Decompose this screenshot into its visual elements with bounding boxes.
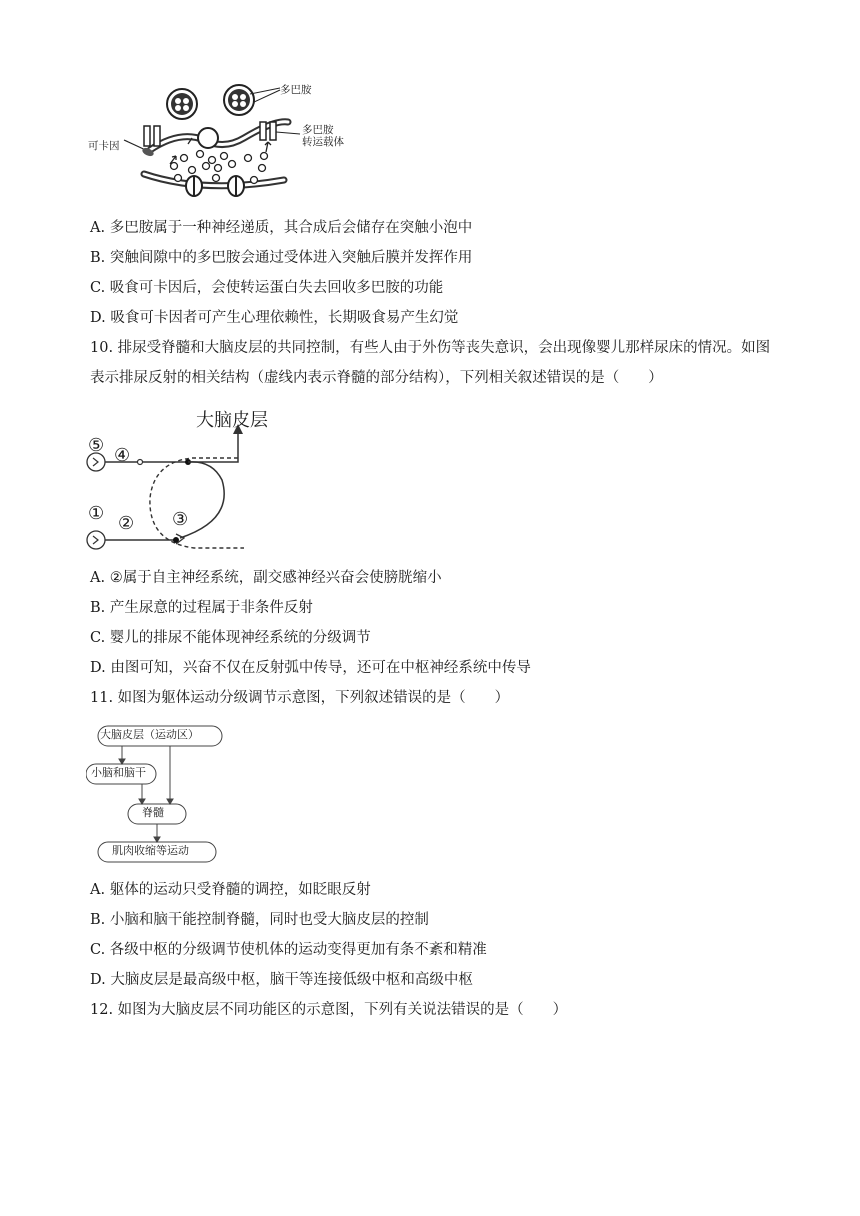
receptor-icon xyxy=(186,176,202,196)
label-n2: ② xyxy=(118,513,135,534)
label-cocaine: 可卡因 xyxy=(88,140,120,152)
receptor-icon xyxy=(87,531,105,549)
label-transporter: 多巴胺 转运载体 xyxy=(302,124,344,148)
synaptic-vesicle xyxy=(224,85,254,115)
q10-option-d: D. 由图可知，兴奋不仅在反射弧中传导，还可在中枢神经系统中传导 xyxy=(90,660,531,676)
box-muscle-movement: 肌肉收缩等运动 xyxy=(112,844,189,857)
q9-option-a: A. 多巴胺属于一种神经递质，其合成后会储存在突触小泡中 xyxy=(90,220,473,236)
box-cortex-motor: 大脑皮层（运动区） xyxy=(100,728,199,741)
q10-stem-line2: 表示排尿反射的相关结构（虚线内表示脊髓的部分结构），下列相关叙述错误的是（ ） xyxy=(90,370,663,386)
q11-stem: 11. 如图为躯体运动分级调节示意图，下列叙述错误的是（ ） xyxy=(90,690,510,706)
transporter-icon xyxy=(144,126,150,146)
q12-stem: 12. 如图为大脑皮层不同功能区的示意图，下列有关说法错误的是（ ） xyxy=(90,1002,568,1018)
label-n5: ⑤ xyxy=(88,435,105,456)
box-spinal-cord: 脊髓 xyxy=(142,806,164,819)
label-n1: ① xyxy=(88,503,105,524)
receptor-icon xyxy=(228,176,244,196)
dopamine-molecules xyxy=(171,151,268,184)
q11-option-a: A. 躯体的运动只受脊髓的调控，如眨眼反射 xyxy=(90,882,371,898)
q9-option-b: B. 突触间隙中的多巴胺会通过受体进入突触后膜并发挥作用 xyxy=(90,250,473,266)
label-dopamine: 多巴胺 xyxy=(280,84,312,96)
synapse-diagram xyxy=(84,82,324,204)
transporter-icon xyxy=(260,122,266,140)
q9-option-d: D. 吸食可卡因者可产生心理依赖性，长期吸食易产生幻觉 xyxy=(90,310,459,326)
label-n3: ③ xyxy=(172,509,189,530)
synaptic-vesicle xyxy=(167,89,197,119)
q11-option-c: C. 各级中枢的分级调节使机体的运动变得更加有条不紊和精准 xyxy=(90,942,487,958)
q10-stem-line1: 10. 排尿受脊髓和大脑皮层的共同控制，有些人由于外伤等丧失意识，会出现像婴儿那样尿床的情况。如图 xyxy=(90,340,771,356)
q9-option-c: C. 吸食可卡因后，会使转运蛋白失去回收多巴胺的功能 xyxy=(90,280,444,296)
q10-option-c: C. 婴儿的排尿不能体现神经系统的分级调节 xyxy=(90,630,371,646)
label-n4: ④ xyxy=(114,445,131,466)
q10-option-a: A. ②属于自主神经系统，副交感神经兴奋会使膀胱缩小 xyxy=(90,570,442,586)
q10-option-b: B. 产生尿意的过程属于非条件反射 xyxy=(90,600,313,616)
q11-option-d: D. 大脑皮层是最高级中枢，脑干等连接低级中枢和高级中枢 xyxy=(90,972,473,988)
q11-option-b: B. 小脑和脑干能控制脊髓，同时也受大脑皮层的控制 xyxy=(90,912,429,928)
box-cerebellum-brainstem: 小脑和脑干 xyxy=(91,766,146,779)
label-cortex: 大脑皮层 xyxy=(196,410,268,431)
